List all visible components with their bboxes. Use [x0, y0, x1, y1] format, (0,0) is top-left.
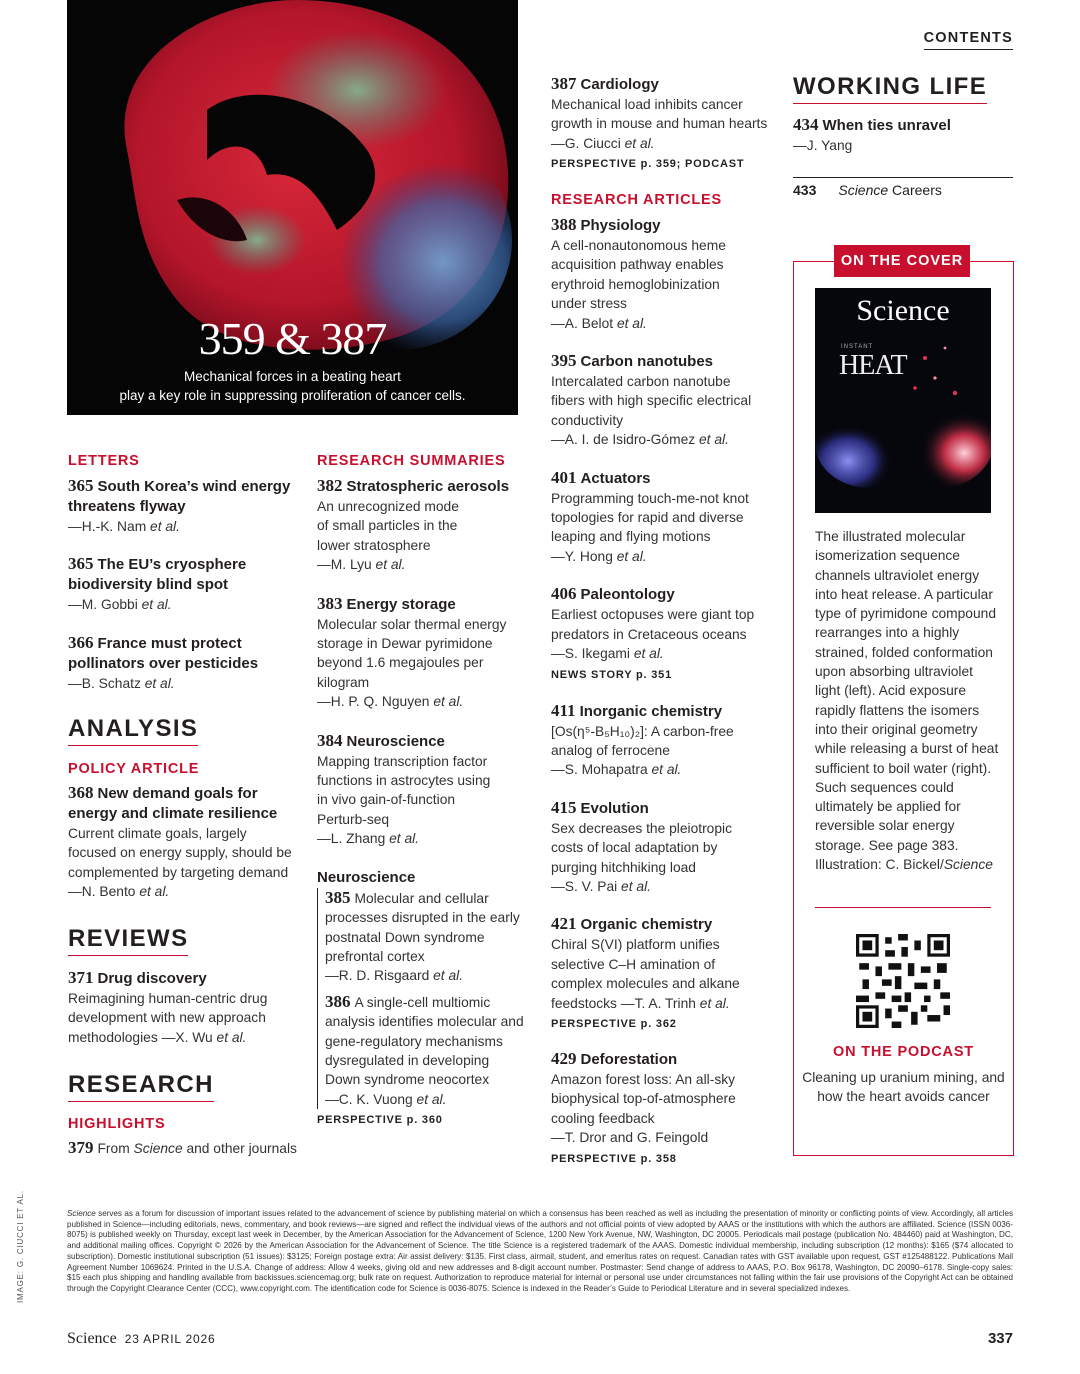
page-number: 433 — [793, 182, 817, 198]
list-item[interactable] — [551, 351, 761, 450]
entry-title: Evolution — [580, 799, 649, 817]
entry-description: Amazon forest loss: An all-sky biophysical top-of-atmosphere cooling feedback — [551, 1071, 736, 1126]
research-summaries-heading: RESEARCH SUMMARIES — [317, 453, 506, 469]
entry-author: —S. Mohapatra — [551, 762, 648, 778]
entry-description: [Os(η⁵-B₅H₁₀)₂]: A carbon-free analog of ferrocene — [551, 723, 734, 758]
image-credit: IMAGE: G. CIUCCI ET AL. — [16, 1190, 25, 1303]
entry-etal: et al. — [620, 135, 655, 151]
perspective-note[interactable]: PERSPECTIVE p. 359; PODCAST — [551, 158, 745, 171]
policy-article-heading: POLICY ARTICLE — [68, 761, 200, 777]
page-number: 386 — [325, 991, 351, 1011]
cover-image[interactable] — [815, 288, 991, 513]
list-item[interactable] — [551, 215, 761, 333]
page-number: 415 — [551, 797, 577, 817]
working-life-entry[interactable] — [793, 115, 1013, 155]
entry-description: Intercalated carbon nanotube fibers with high specific electrical conductivity — [551, 374, 752, 428]
page-number: 382 — [317, 476, 343, 495]
on-the-podcast-label: ON THE PODCAST — [833, 1044, 974, 1060]
list-item[interactable] — [325, 888, 527, 986]
list-item[interactable] — [68, 633, 298, 693]
page-number: 383 — [317, 593, 343, 613]
entry-title: Organic chemistry — [580, 916, 713, 934]
entry-author: —J. Yang — [793, 138, 853, 153]
entry-description: Reimagining human-centric drug development with new approach methodologies — [68, 991, 268, 1045]
entry-etal: et al. — [695, 432, 729, 448]
list-item[interactable] — [551, 468, 761, 567]
entry-description: Mechanical load inhibits cancer growth in mouse and human hearts — [551, 97, 768, 132]
entry-author: —T. A. Trinh — [620, 995, 696, 1011]
summaries-list — [317, 476, 527, 1129]
page-number: 395 — [551, 351, 577, 371]
list-item[interactable] — [317, 476, 527, 575]
neuroscience-group — [317, 888, 527, 1109]
cardiology-entry[interactable] — [551, 74, 771, 173]
hero-caption — [67, 367, 518, 405]
page-number: 421 — [551, 914, 577, 934]
entry-description: Chiral S(VI) platform unifies selective C–H amination of complex molecules and alkane feedstocks — [551, 937, 740, 1011]
careers-italic: Science — [838, 182, 889, 198]
entry-title: South Korea’s wind energy threatens flyway — [68, 478, 291, 515]
on-the-cover-tag: ON THE COVER — [834, 245, 970, 277]
page-number: 434 — [793, 115, 819, 134]
entry-author: —C. K. Vuong — [325, 1091, 413, 1107]
letters-heading: LETTERS — [68, 453, 140, 469]
reviews-entry[interactable] — [68, 968, 294, 1047]
entry-author: —H. P. Q. Nguyen — [317, 694, 430, 710]
entry-author: —X. Wu — [161, 1029, 213, 1045]
entry-etal: et al. — [385, 831, 420, 847]
entry-title: Stratospheric aerosols — [346, 478, 510, 495]
contents-label: CONTENTS — [924, 30, 1013, 50]
entry-title: New demand goals for energy and climate resilience — [68, 785, 278, 822]
entry-author: —Y. Hong — [551, 548, 613, 564]
cover-text: The illustrated molecular isomerization sequence channels ultraviolet energy into heat release. A particular type of pyrimidone compound rearranges into a highly strained, folded conformation upon absorbing ultraviolet light (left). Acid exposure rapidly flattens the isomers into their original geometry while releasing a burst of heat sufficient to boil water (right). Such sequences could ultimately be applied for reversible solar energy storage. See page 383. Illustration: C. Bickel/ — [815, 529, 999, 873]
hero-caption-line: Mechanical forces in a beating heart — [184, 369, 401, 384]
entry-author: —G. Ciucci — [551, 135, 621, 151]
research-heading: RESEARCH — [68, 1071, 214, 1102]
careers-entry[interactable] — [793, 177, 1013, 198]
list-item[interactable] — [317, 594, 527, 712]
entry-title: Deforestation — [580, 1050, 678, 1068]
highlights-entry[interactable] — [68, 1138, 308, 1158]
entry-etal: et al. — [146, 519, 180, 534]
entry-author: —S. Ikegami — [551, 646, 630, 662]
careers-text: Careers — [888, 182, 942, 198]
page-number: 379 — [68, 1138, 94, 1157]
page-number: 385 — [325, 887, 351, 907]
entry-etal: et al. — [613, 315, 647, 331]
entry-title: The EU’s cryosphere biodiversity blind spot — [68, 556, 247, 594]
entry-text: and other journals — [182, 1141, 297, 1156]
entry-etal: et al. — [429, 968, 464, 984]
entry-title: Energy storage — [346, 595, 456, 613]
entry-etal: et al. — [371, 557, 406, 573]
research-articles-list — [551, 215, 761, 1184]
podcast-description[interactable]: Cleaning up uranium mining, and how the heart avoids cancer — [802, 1070, 1005, 1105]
cover-subtitle-big: HEAT — [839, 350, 907, 381]
hero-image — [67, 0, 518, 415]
list-item[interactable] — [551, 1049, 761, 1168]
qr-code-icon[interactable] — [856, 934, 950, 1028]
cover-subtitle-small: INSTANT — [841, 344, 874, 350]
entry-etal: et al. — [137, 597, 172, 613]
page-number: 365 — [68, 554, 94, 574]
entry-title: Carbon nanotubes — [580, 353, 714, 371]
entry-title: Actuators — [580, 469, 651, 487]
entry-etal: et al. — [429, 694, 464, 710]
analysis-entry[interactable] — [68, 783, 294, 902]
hero-caption-line: play a key role in suppressing proliferation of cancer cells. — [119, 388, 466, 403]
entry-author: —R. D. Risgaard — [325, 968, 430, 984]
fine-print-lead: Science — [67, 1209, 96, 1218]
page-number: 411 — [551, 700, 576, 720]
entry-text: From — [97, 1141, 134, 1156]
fine-print — [67, 1209, 1013, 1295]
page-number: 401 — [551, 467, 577, 487]
entry-description: Earliest octopuses were giant top predators in Cretaceous oceans — [551, 607, 755, 642]
entry-title: When ties unravel — [822, 117, 951, 134]
entry-etal: et al. — [140, 675, 175, 691]
entry-author: —M. Lyu — [317, 557, 372, 573]
fine-print-text: serves as a forum for discussion of important issues related to the advancement of science by publishing material on which a consensus has been reached as well as including the presentation of minority or conflicting points of view. Accordingly, all articles published in Science—including editorials, news, commentary, and book reviews—are signed and reflect the individual views of the authors and not official points of view adopted by AAAS or the institutions with which the authors are affiliated. Science (ISSN 0036-8075) is published weekly on Thursday, except last week in December, by the American Association for the Advancement of Science, 1200 New York Avenue, NW, Washington, DC 20005. Periodicals mail postage (publication No. 484460) paid at Washington, DC, and additional mailing offices. Copyright © 2026 by the American Association for the Advancement of Science. The title Science is a registered trademark of the AAAS. Domestic individual membership, including subscription (12 months): $165 ($74 allocated to subscription). Domestic institutional subscription (51 issues): $3125; Foreign postage extra: Air assist delivery: $135. First class, airmail, student, and emeritus rates on request. Canadian rates with GST available upon request, GST #125488122. Publications Mail Agreement Number 1069624. Printed in the U.S.A. Change of address: Allow 4 weeks, giving old and new addresses and 8-digit account number. Postmaster: Send change of address to AAAS, P.O. Box 96178, Washington, DC 20090–6178. Single-copy sales: $15 each plus shipping and handling available from backissues.sciencemag.org; bulk rate on request. Authorization to reproduce material for internal or personal use under circumstances not falling within the fair use provisions of the Copyright Act can be obtained through the Copyright Clearance Center (CCC), www.copyright.com. The identification code for Science is 0036-8075. Science is indexed in the Reader’s Guide to Periodical Literature and in several specialized indexes. — [67, 1209, 1013, 1293]
entry-description: Mapping transcription factor functions in astrocytes using in vivo gain-of-function Perturb-seq — [317, 753, 491, 827]
hero-page-numbers: 359 & 387 — [198, 313, 387, 364]
entry-title: Neuroscience — [346, 732, 445, 750]
entry-title: Cardiology — [580, 76, 659, 93]
entry-description: Sex decreases the pleiotropic costs of local adaptation by purging hitchhiking load — [551, 820, 732, 875]
list-item[interactable] — [317, 731, 527, 849]
entry-author: —N. Bento — [68, 884, 136, 900]
page-number: 371 — [68, 968, 94, 987]
list-item[interactable] — [68, 554, 298, 614]
list-item[interactable] — [325, 992, 527, 1109]
entry-etal: et al. — [212, 1029, 247, 1045]
entry-etal: et al. — [412, 1091, 447, 1107]
entry-description: Molecular solar thermal energy storage in Dewar pyrimidone beyond 1.6 megajoules per kilogram — [317, 616, 507, 690]
issue-date: 23 APRIL 2026 — [124, 1332, 216, 1346]
entry-etal: et al. — [617, 878, 651, 894]
footer-left — [67, 1330, 215, 1348]
cover-text-italic: Science — [943, 857, 993, 873]
entry-author: —A. Belot — [551, 315, 614, 331]
perspective-note[interactable]: PERSPECTIVE p. 360 — [317, 1114, 443, 1127]
page-number: 366 — [68, 632, 94, 652]
entry-description: Molecular and cellular processes disrupted in the early postnatal Down syndrome prefrontal cortex — [325, 890, 520, 964]
list-item[interactable] — [551, 584, 761, 683]
entry-author: —S. V. Pai — [551, 878, 618, 894]
entry-title: France must protect pollinators over pesticides — [68, 634, 259, 672]
entry-description: An unrecognized mode of small particles in the lower stratosphere — [317, 499, 459, 553]
entry-author: —H.-K. Nam — [68, 519, 147, 534]
entry-etal: et al. — [612, 548, 647, 564]
cover-magazine-logo: Science — [856, 294, 950, 327]
entry-description: A single-cell multiomic analysis identifies molecular and gene-regulatory mechanisms dysregulated in developing Down syndrome neocortex — [325, 994, 524, 1088]
entry-text-italic: Science — [133, 1141, 183, 1156]
entry-etal: et al. — [629, 646, 664, 662]
entry-description: Programming touch-me-not knot topologies for rapid and diverse leaping and flying motions — [551, 490, 749, 545]
entry-author: —B. Schatz — [68, 675, 141, 691]
page-number: 384 — [317, 730, 343, 750]
entry-title: Drug discovery — [97, 970, 207, 987]
analysis-heading: ANALYSIS — [68, 715, 198, 746]
footer-logo: Science — [67, 1330, 117, 1347]
entry-description: Current climate goals, largely focused on energy supply, should be complemented by targeting demand — [68, 826, 292, 880]
on-the-cover-box — [793, 253, 1014, 1156]
list-item[interactable] — [551, 914, 761, 1033]
reviews-heading: REVIEWS — [68, 925, 188, 956]
page-number: 388 — [551, 215, 577, 234]
letters-list — [68, 476, 298, 709]
entry-description: A cell-nonautonomous heme acquisition pathway enables erythroid hemoglobinization under stress — [551, 238, 726, 312]
entry-title: Inorganic chemistry — [579, 702, 723, 720]
entry-title: Paleontology — [580, 586, 675, 604]
list-item[interactable] — [68, 476, 298, 536]
highlights-heading: HIGHLIGHTS — [68, 1116, 166, 1132]
neuroscience-subheading: Neuroscience — [317, 868, 416, 886]
entry-etal: et al. — [647, 762, 682, 778]
list-item[interactable] — [551, 701, 761, 780]
entry-author: —T. Dror and G. Feingold — [551, 1130, 709, 1146]
cover-description — [815, 527, 1001, 874]
news-story-note[interactable]: NEWS STORY p. 351 — [551, 668, 672, 681]
research-articles-heading: RESEARCH ARTICLES — [551, 192, 722, 208]
working-life-heading: WORKING LIFE — [793, 73, 987, 104]
entry-etal: et al. — [135, 884, 170, 900]
entry-title: Physiology — [580, 217, 661, 234]
page-number: 368 — [68, 783, 94, 802]
perspective-note[interactable]: PERSPECTIVE p. 362 — [551, 1017, 677, 1030]
page-number: 387 — [551, 74, 577, 93]
entry-etal: et al. — [695, 995, 730, 1011]
entry-author: —L. Zhang — [317, 831, 386, 847]
perspective-note[interactable]: PERSPECTIVE p. 358 — [551, 1152, 677, 1165]
page-number: 406 — [551, 584, 577, 604]
divider — [815, 907, 991, 908]
page-number: 365 — [68, 476, 94, 495]
entry-author: —M. Gobbi — [68, 597, 138, 613]
page-number: 429 — [551, 1048, 577, 1068]
list-item[interactable] — [551, 798, 761, 897]
page-number-footer: 337 — [987, 1330, 1013, 1347]
entry-author: —A. I. de Isidro-Gómez — [551, 432, 696, 448]
